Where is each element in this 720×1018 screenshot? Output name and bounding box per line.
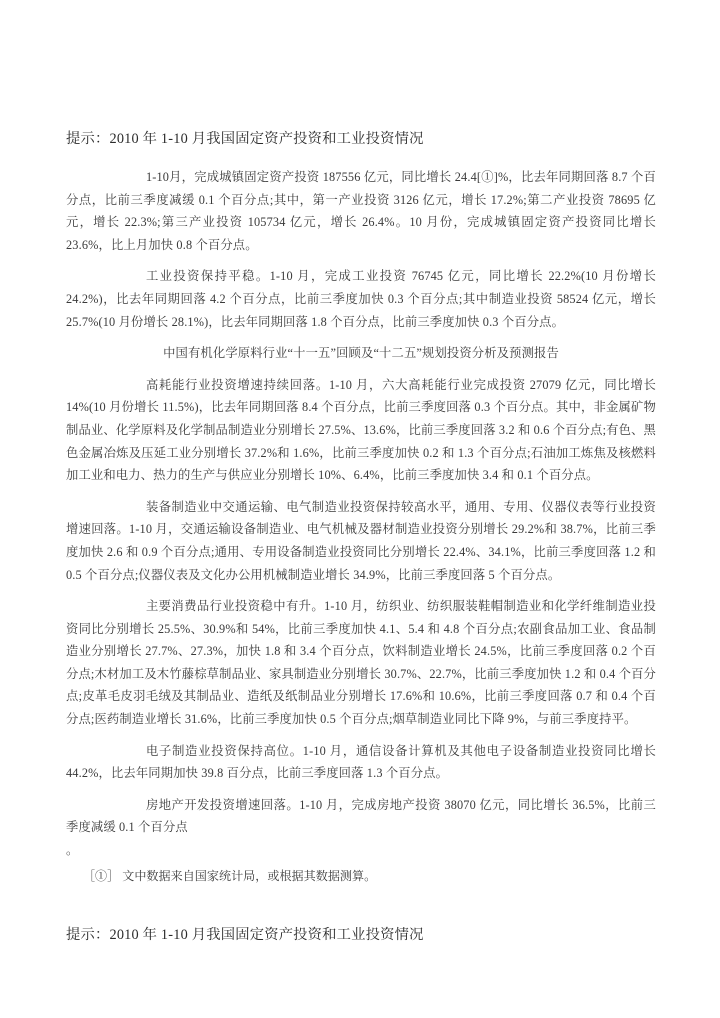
paragraph-real-estate-investment: 房地产开发投资增速回落。1-10 月，完成房地产投资 38070 亿元，同比增长 36.5%，比前三季度减缓 0.1 个百分点 [66,797,656,835]
paragraph-fixed-asset-investment: 1-10月，完成城镇固定资产投资 187556 亿元，同比增长 24.4[①]%，比去年同期回落 8.7 个百分点，比前三季度减缓 0.1 个百分点;其中，第一产业投资 3126 亿元，增长 17.2%;第二产业投资 78695 亿元，增长 22.3%;第三产业投资 105734 亿元，增长 26.4%。10 月份，完成城镇固定资产投资同比增长 23.6%，比上月加快 0.8 个百分点。 [66,170,656,252]
document-content [66,128,656,887]
paragraph-electronics-manufacturing: 电子制造业投资保持高位。1-10 月，通信设备计算机及其他电子设备制造业投资同比增长 44.2%，比去年同期加快 39.8 百分点，比前三季度回落 1.3 个百分点。 [66,743,656,781]
trailing-punctuation: 。 [66,843,79,858]
page-title-top: 提示：2010 年 1-10 月我国固定资产投资和工业投资情况 [66,131,424,147]
paragraph-industrial-investment: 工业投资保持平稳。1-10 月，完成工业投资 76745 亿元，同比增长 22.2%(10 月份增长 24.2%)，比去年同期回落 4.2 个百分点，比前三季度加快 0.3 个百分点;其中制造业投资 58524 亿元，增长 25.7%(10 月份增长 28.1%)，比去年同期回落 1.8 个百分点，比前三季度加快 0.3 个百分点。 [66,269,656,329]
paragraph-high-energy-industries: 高耗能行业投资增速持续回落。1-10 月，六大高耗能行业完成投资 27079 亿元，同比增长 14%(10 月份增长 11.5%)，比去年同期回落 8.4 个百分点，比前三季度回落 0.3 个百分点。其中，非金属矿物制品业、化学原料及化学制品制造业分别增长 27.5%、13.6%，比前三季度回落 3.2 和 0.6 个百分点;有色、黑色金属冶炼及压延工业分别增长 37.2%和 1.6%，比前三季度加快 0.2 和 1.3 个百分点;石油加工炼焦及核燃料加工业和电力、热力的生产与供应业分别增长 10%、6.4%，比前三季度加快 3.4 和 0.1 个百分点。 [66,377,656,483]
paragraph-equipment-manufacturing: 装备制造业中交通运输、电气制造业投资保持较高水平，通用、专用、仪器仪表等行业投资增速回落。1-10 月，交通运输设备制造业、电气机械及器材制造业投资分别增长 29.2%和 38.7%，比前三季度加快 2.6 和 0.9 个百分点;通用、专用设备制造业投资同比分别增长 22.4%、34.1%，比前三季度回落 1.2 和 0.5 个百分点;仪器仪表及文化办公用机械制造业增长 34.9%，比前三季度回落 5 个百分点。 [66,499,656,582]
paragraph-consumer-goods: 主要消费品行业投资稳中有升。1-10 月，纺织业、纺织服装鞋帽制造业和化学纤维制造业投资同比分别增长 25.5%、30.9%和 54%，比前三季度加快 4.1、5.4 和 4.8 个百分点;农副食品加工业、食品制造业分别增长 27.7%、27.3%，加快 1.8 和 3.4 个百分点，饮料制造业增长 24.5%，比前三季度回落 0.2 个百分点;木材加工及木竹藤棕草制品业、家具制造业分别增长 30.7%、22.7%，比前三季度加快 1.2 和 0.4 个百分点;皮革毛皮羽毛绒及其制品业、造纸及纸制品业分别增长 17.6%和 10.6%，比前三季度回落 0.7 和 0.4 个百分点;医药制造业增长 31.6%，比前三季度加快 0.5 个百分点;烟草制造业同比下降 9%，与前三季度持平。 [66,599,656,727]
document-footer-heading-wrap [66,924,656,946]
footnote-source-note: ［①］ 文中数据来自国家统计局，或根据其数据测算。 [82,869,377,884]
paragraph-report-title: 中国有机化学原料行业“十一五”回顾及“十二五”规划投资分析及预测报告 [163,346,559,361]
page-title-bottom: 提示：2010 年 1-10 月我国固定资产投资和工业投资情况 [66,927,424,943]
